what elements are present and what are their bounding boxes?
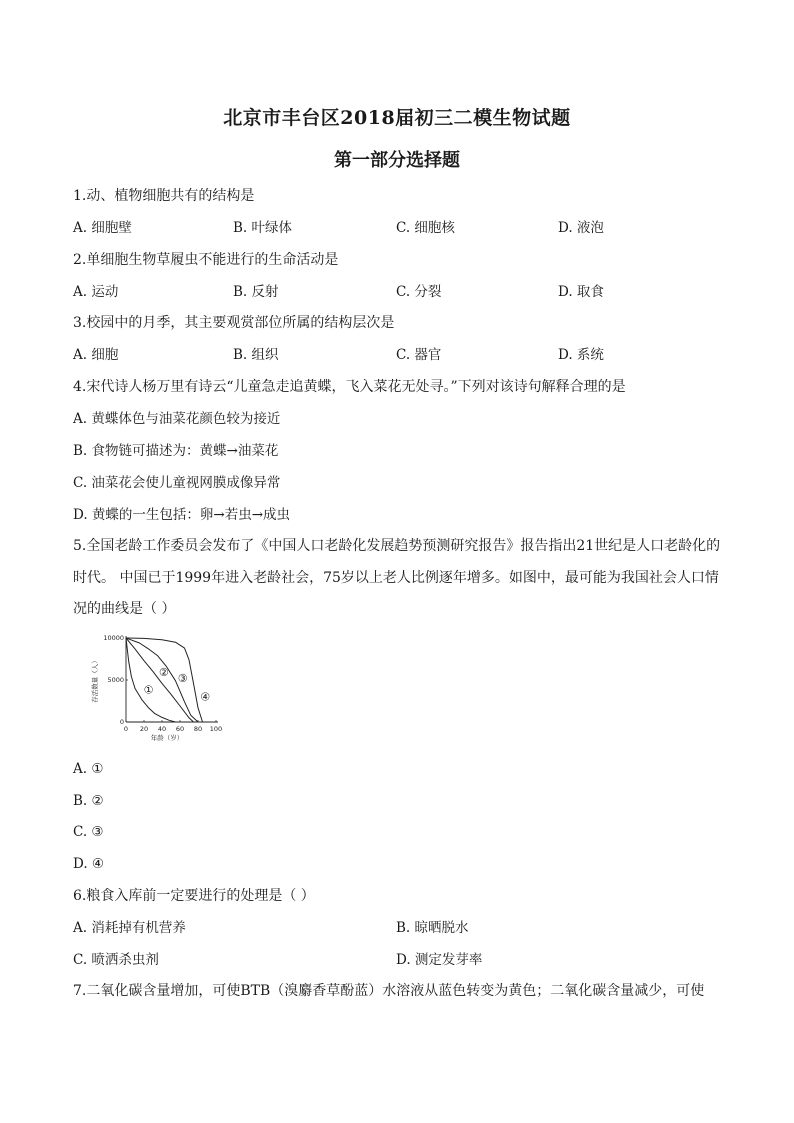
q4-option-c: C. 油菜花会使儿童视网膜成像异常 [73,475,281,491]
q2-option-a: A. 运动 [73,284,119,300]
question-5-line-3: 况的曲线是（ ） [73,601,176,617]
q6-option-a: A. 消耗掉有机营养 [73,920,186,936]
q1-option-a: A. 细胞壁 [73,220,132,236]
question-2-stem: 2.单细胞生物草履虫不能进行的生命活动是 [73,252,339,268]
q4-option-d: D. 黄蝶的一生包括：卵→若虫→成虫 [73,507,291,523]
section-title: 第一部分选择题 [334,150,460,171]
q5-option-c: C. ③ [73,824,104,840]
curve-label-4: ④ [200,690,211,704]
q5-option-b: B. ② [73,793,104,809]
y-tick-label-1: 5000 [107,676,124,685]
x-tick-label-2: 40 [157,725,167,733]
q6-option-d: D. 测定发芽率 [396,952,483,968]
q3-option-d: D. 系统 [558,347,604,363]
q5-option-d: D. ④ [73,856,105,872]
q6-option-b: B. 晾晒脱水 [396,920,469,936]
curve-label-2: ② [158,665,169,679]
q4-option-b: B. 食物链可描述为：黄蝶→油菜花 [73,443,279,459]
exam-title: 北京市丰台区2018届初三二模生物试题 [223,107,571,129]
curve-label-3: ③ [177,671,188,685]
question-4-stem: 4.宋代诗人杨万里有诗云“儿童急走追黄蝶，飞入菜花无处寻。”下列对该诗句解释合理的是 [73,379,626,395]
survival-curve-4 [126,638,203,722]
x-tick-label-5: 100 [209,725,223,733]
q4-option-a: A. 黄蝶体色与油菜花颜色较为接近 [73,411,281,427]
q2-option-b: B. 反射 [233,284,279,300]
x-tick-label-0: 0 [123,725,129,733]
q2-option-c: C. 分裂 [396,284,442,300]
question-7-stem: 7.二氧化碳含量增加，可使BTB（溴麝香草酚蓝）水溶液从蓝色转变为黄色；二氧化碳含量减少，可使 [73,983,705,999]
question-1-stem: 1.动、植物细胞共有的结构是 [73,188,255,204]
question-5-line-1: 5.全国老龄工作委员会发布了《中国人口老龄化发展趋势预测研究报告》报告指出21世纪是人口老龄化的 [73,538,721,554]
y-tick-label-0: 0 [119,718,124,727]
x-tick-label-1: 20 [139,725,149,733]
y-axis-title: 存活数量（人） [91,657,99,703]
q1-option-b: B. 叶绿体 [233,220,293,236]
x-tick-label-3: 60 [175,725,185,733]
q3-option-a: A. 细胞 [73,347,119,363]
question-6-stem: 6.粮食入库前一定要进行的处理是（ ） [73,888,315,904]
q6-option-c: C. 喷洒杀虫剂 [73,952,159,968]
x-tick-label-4: 80 [193,725,203,733]
x-axis-title: 年龄（岁） [150,734,184,742]
q2-option-d: D. 取食 [558,284,604,300]
question-3-stem: 3.校园中的月季，其主要观赏部位所属的结构层次是 [73,315,395,331]
question-5-line-2: 时代。 中国已于1999年进入老龄社会，75岁以上老人比例逐年增多。如图中，最可能为我国社会人口情 [73,570,719,586]
curve-label-1: ① [143,683,154,697]
y-tick-label-2: 10000 [103,634,124,643]
survival-curve-chart [88,630,228,745]
q5-option-a: A. ① [73,761,104,777]
q3-option-c: C. 器官 [396,347,442,363]
q3-option-b: B. 组织 [233,347,279,363]
q1-option-d: D. 液泡 [558,220,604,236]
q1-option-c: C. 细胞核 [396,220,455,236]
